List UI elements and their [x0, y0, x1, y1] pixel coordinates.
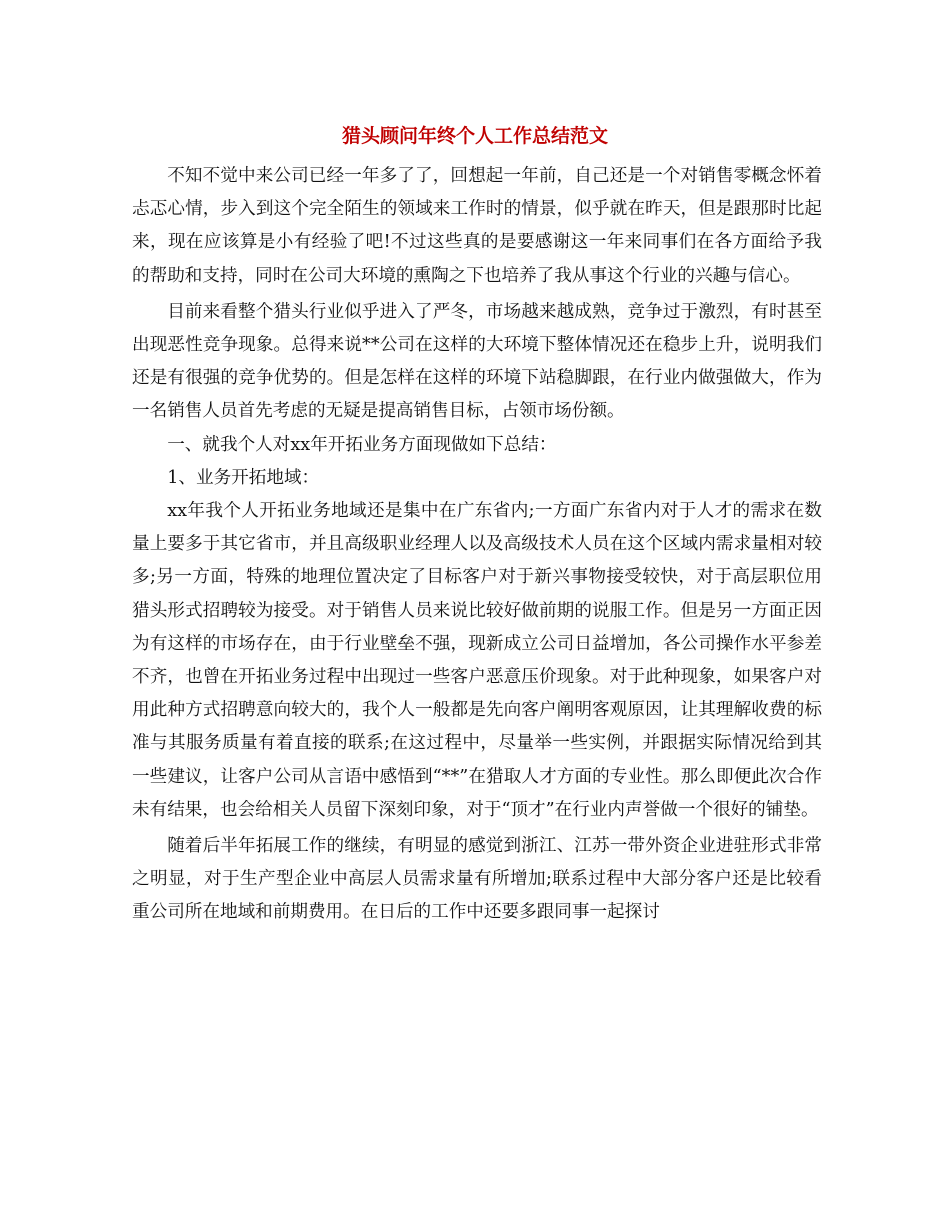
document-body: [132, 160, 822, 930]
paragraph-second-half: 随着后半年拓展工作的继续，有明显的感觉到浙江、江苏一带外资企业进驻形式非常之明显，对于生产型企业中高层人员需求量有所增加;联系过程中大部分客户还是比较看重公司所在地域和前期费用。在日后的工作中还要多跟同事一起探讨: [132, 836, 822, 923]
paragraph-subheading-region: 1、业务开拓地域：: [167, 467, 320, 488]
paragraph-intro: 不知不觉中来公司已经一年多了了，回想起一年前，自己还是一个对销售零概念怀着忐忑心情，步入到这个完全陌生的领域来工作时的情景，似乎就在昨天，但是跟那时比起来，现在应该算是小有经验了吧!不过这些真的是要感谢这一年来同事们在各方面给予我的帮助和支持，同时在公司大环境的熏陶之下也培养了我从事这个行业的兴趣与信心。: [132, 166, 822, 286]
paragraph-section-heading: 一、就我个人对xx年开拓业务方面现做如下总结：: [167, 434, 557, 455]
document-title: 猎头顾问年终个人工作总结范文: [341, 125, 608, 147]
paragraph-region-detail: xx年我个人开拓业务地域还是集中在广东省内;一方面广东省内对于人才的需求在数量上要多于其它省市，并且高级职业经理人以及高级技术人员在这个区域内需求量相对较多;另一方面，特殊的地理位置决定了目标客户对于新兴事物接受较快，对于高层职位用猎头形式招聘较为接受。对于销售人员来说比较好做前期的说服工作。但是另一方面正因为有这样的市场存在，由于行业壁垒不强，现新成立公司日益增加，各公司操作水平参差不齐，也曾在开拓业务过程中出现过一些客户恶意压价现象。对于此种现象，如果客户对用此种方式招聘意向较大的，我个人一般都是先向客户阐明客观原因，让其理解收费的标准与其服务质量有着直接的联系;在这过程中，尽量举一些实例，并跟据实际情况给到其一些建议，让客户公司从言语中感悟到“**”在猎取人才方面的专业性。那么即便此次合作未有结果，也会给相关人员留下深刻印象，对于“顶才”在行业内声誉做一个很好的铺垫。: [132, 501, 822, 820]
paragraph-industry: 目前来看整个猎头行业似乎进入了严冬，市场越来越成熟，竞争过于激烈，有时甚至出现恶性竞争现象。总得来说**公司在这样的大环境下整体情况还在稳步上升，说明我们还是有很强的竞争优势的。但是怎样在这样的环境下站稳脚跟，在行业内做强做大，作为一名销售人员首先考虑的无疑是提高销售目标，占领市场份额。: [132, 301, 822, 422]
